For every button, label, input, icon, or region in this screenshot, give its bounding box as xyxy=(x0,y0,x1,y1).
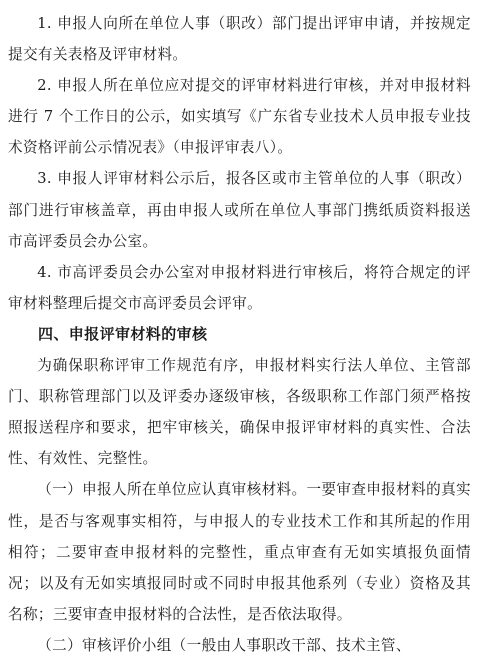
paragraph-review-intro: 为确保职称评审工作规范有序，申报材料实行法人单位、主管部门、职称管理部门以及评委办逐级审核，各级职称工作部门须严格按照报送程序和要求，把牢审核关，确保申报评审材料的真实性、合法性、有效性、完整性。 xyxy=(8,357,471,468)
section-heading-text: 四、申报评审材料的审核 xyxy=(38,324,208,343)
paragraph-review-panel: （二）审核评价小组（一般由人事职改干部、技术主管、 xyxy=(37,636,411,654)
paragraph-step-1: 1. 申报人向所在单位人事（职改）部门提出评审申请，并按规定提交有关表格及评审材料。 xyxy=(8,15,471,64)
paragraph-step-4: 4. 市高评委员会办公室对申报材料进行审核后，将符合规定的评审材料整理后提交市高评委员会评审。 xyxy=(8,263,471,312)
paragraph-review-unit: （一）申报人所在单位应认真审核材料。一要审查申报材料的真实性，是否与客观事实相符，与申报人的专业技术工作和其所起的作用相符；二要审查申报材料的完整性，重点审查有无如实填报负面情况；以及有无如实填报同时或不同时申报其他系列（专业）资格及其名称；三要审查申报材料的合法性，是否依法取得。 xyxy=(8,481,471,623)
paragraph-step-2: 2. 申报人所在单位应对提交的评审材料进行审核，并对申报材料进行 7 个工作日的公示，如实填写《广东省专业技术人员申报专业技术资格评前公示情况表》（申报评审表八）。 xyxy=(8,77,471,157)
paragraph-step-3: 3. 申报人评审材料公示后，报各区或市主管单位的人事（职改）部门进行审核盖章，再由申报人或所在单位人事部门携纸质资料报送市高评委员会办公室。 xyxy=(8,170,471,250)
section-heading xyxy=(8,319,471,350)
